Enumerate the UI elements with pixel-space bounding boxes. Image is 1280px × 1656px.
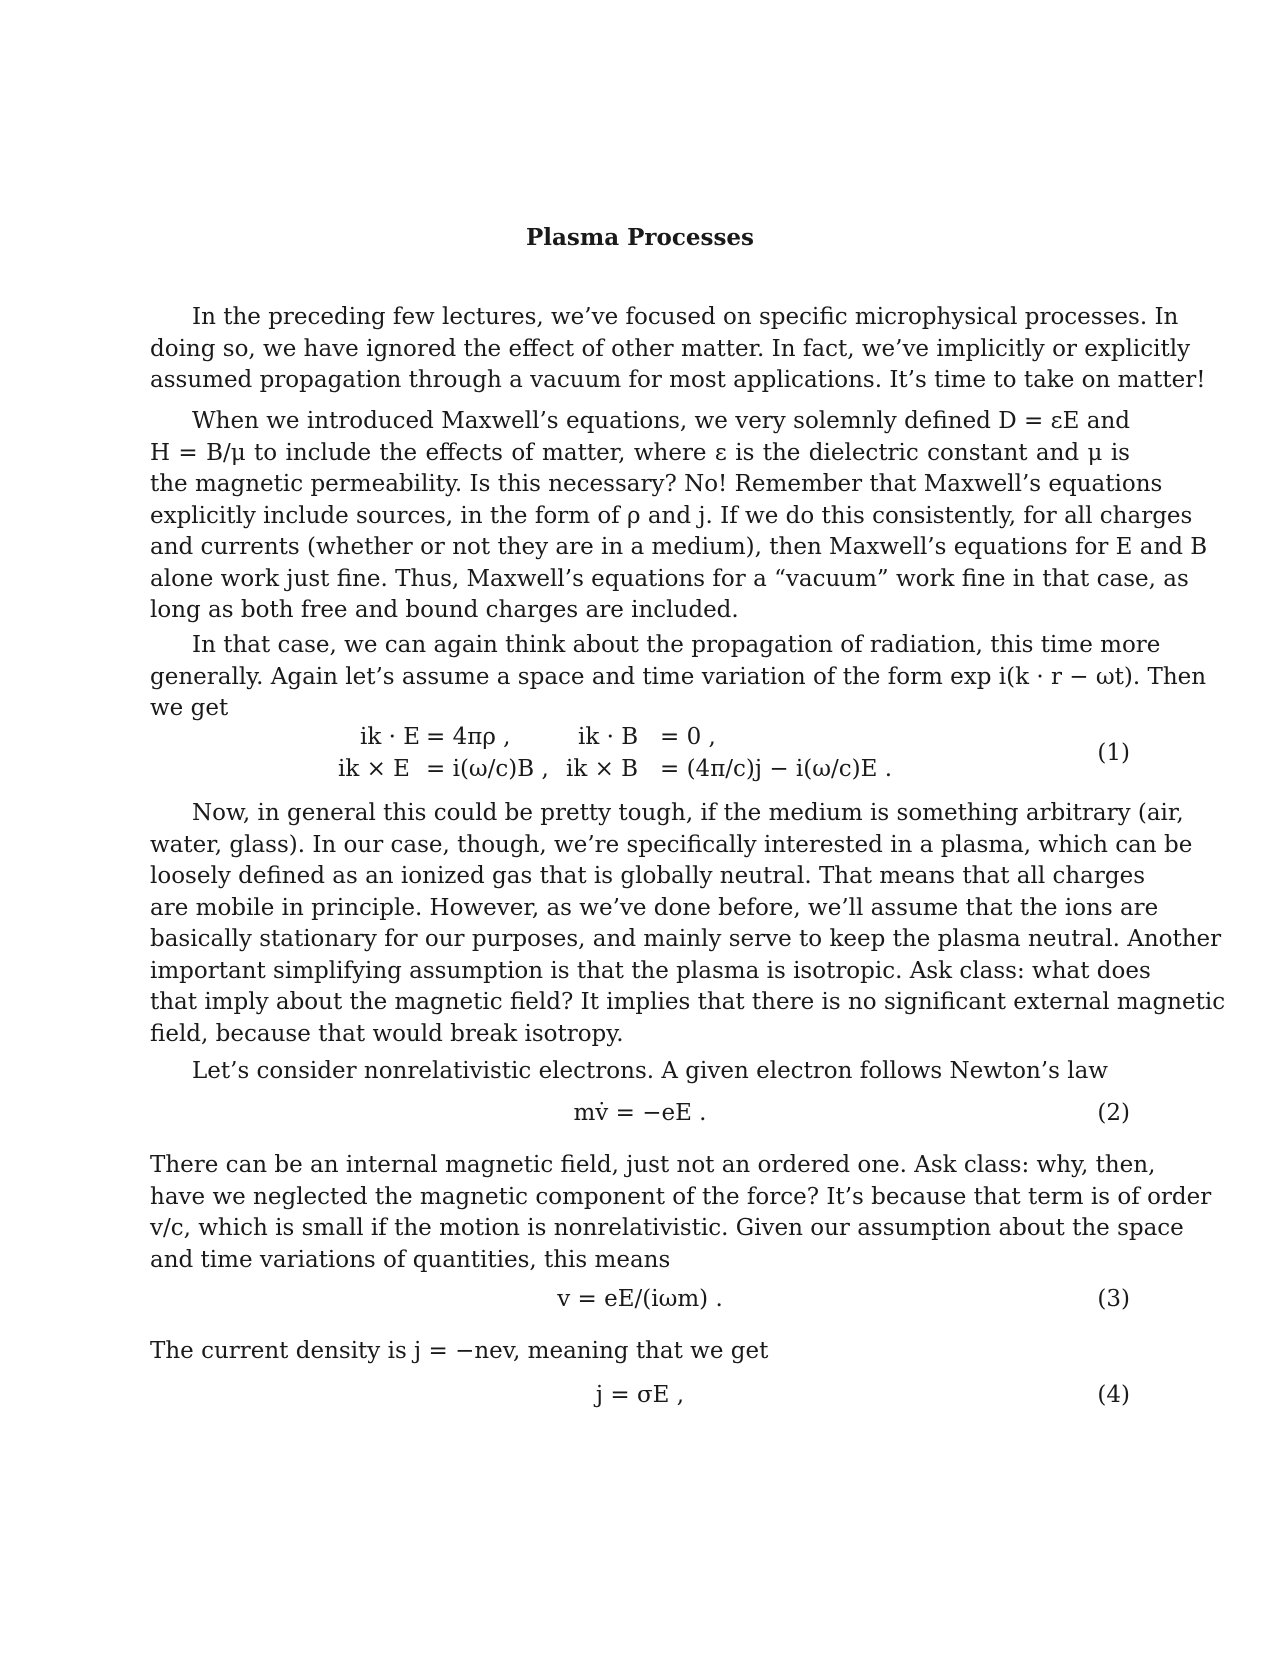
paragraph-3 xyxy=(150,630,1207,725)
equation-number: (1) xyxy=(1097,740,1130,766)
text-line: Now, in general this could be pretty tough, if the medium is something arbitrary (air, xyxy=(192,800,1184,826)
text-line: we get xyxy=(150,695,229,721)
text-line: In the preceding few lectures, we’ve focused on specific microphysical processes. In xyxy=(192,304,1179,330)
equation-number: (4) xyxy=(1097,1382,1130,1408)
paragraph-5 xyxy=(150,1056,1130,1088)
equation-3 xyxy=(150,1286,1130,1318)
equation-body: j = σE , xyxy=(595,1382,685,1408)
paragraph-4 xyxy=(150,798,1226,1050)
eq1-lhs: ik · E xyxy=(360,724,421,750)
equation-body: mv̇ = −eE . xyxy=(573,1100,707,1126)
text-line: Let’s consider nonrelativistic electrons. A given electron follows Newton’s law xyxy=(192,1058,1108,1084)
text-line: v/c, which is small if the motion is nonrelativistic. Given our assumption about the space xyxy=(150,1215,1184,1241)
text-line: H = B/μ to include the effects of matter, where ε is the dielectric constant and μ is xyxy=(150,439,1130,466)
text-line: alone work just fine. Thus, Maxwell’s equations for a “vacuum” work fine in that case, as xyxy=(150,565,1189,592)
text-line: doing so, we have ignored the effect of other matter. In fact, we’ve implicitly or explicitly xyxy=(150,335,1191,362)
text-line: There can be an internal magnetic field, just not an ordered one. Ask class: why, then, xyxy=(150,1152,1156,1178)
eq1-lhs: ik · B xyxy=(578,724,639,750)
text-line: field, because that would break isotropy. xyxy=(150,1020,624,1047)
text-line: loosely defined as an ionized gas that is globally neutral. That means that all charges xyxy=(150,863,1146,889)
page-title: Plasma Processes xyxy=(525,224,754,251)
eq1-lhs: ik × E xyxy=(338,756,410,782)
text-line: and time variations of quantities, this means xyxy=(150,1246,671,1273)
text-line: basically stationary for our purposes, and mainly serve to keep the plasma neutral. Another xyxy=(150,926,1222,952)
eq1-rhs: = (4π/c)j − i(ω/c)E . xyxy=(660,756,893,782)
equation-4 xyxy=(150,1382,1130,1414)
equation-number: (3) xyxy=(1097,1286,1130,1312)
text-line: are mobile in principle. However, as we’ve done before, we’ll assume that the ions are xyxy=(150,894,1159,921)
eq1-rhs: = i(ω/c)B , xyxy=(426,756,549,782)
paragraph-7 xyxy=(150,1336,1130,1368)
text-line: long as both free and bound charges are included. xyxy=(150,597,739,623)
text-line: The current density is j = −nev, meaning that we get xyxy=(150,1338,769,1364)
equation-number: (2) xyxy=(1097,1100,1130,1126)
paragraph-1 xyxy=(150,302,1206,397)
text-line: assumed propagation through a vacuum for most applications. It’s time to take on matter! xyxy=(150,367,1206,393)
text-line: important simplifying assumption is that the plasma is isotropic. Ask class: what does xyxy=(150,957,1151,984)
text-line: In that case, we can again think about the propagation of radiation, this time more xyxy=(192,632,1161,658)
text-line: water, glass). In our case, though, we’re specifically interested in a plasma, which can be xyxy=(150,831,1193,858)
text-line: have we neglected the magnetic component of the force? It’s because that term is of order xyxy=(150,1183,1212,1210)
equation-2 xyxy=(150,1100,1130,1132)
eq1-rhs: = 4πρ , xyxy=(426,724,511,750)
paragraph-6 xyxy=(150,1150,1212,1276)
text-line: the magnetic permeability. Is this necessary? No! Remember that Maxwell’s equations xyxy=(150,471,1163,497)
paragraph-2 xyxy=(150,406,1208,627)
eq1-lhs: ik × B xyxy=(566,756,639,782)
text-line: When we introduced Maxwell’s equations, we very solemnly defined D = εE and xyxy=(192,408,1130,434)
eq1-rhs: = 0 , xyxy=(660,724,716,750)
text-line: and currents (whether or not they are in a medium), then Maxwell’s equations for E and B xyxy=(150,534,1208,560)
text-line: that imply about the magnetic field? It implies that there is no significant external magnetic xyxy=(150,989,1226,1015)
equation-body: v = eE/(iωm) . xyxy=(557,1286,723,1312)
text-line: explicitly include sources, in the form of ρ and j. If we do this consistently, for all charges xyxy=(150,502,1193,529)
text-line: generally. Again let’s assume a space and time variation of the form exp i(k · r − ωt). Then xyxy=(150,663,1207,690)
equation-1 xyxy=(150,724,1130,788)
